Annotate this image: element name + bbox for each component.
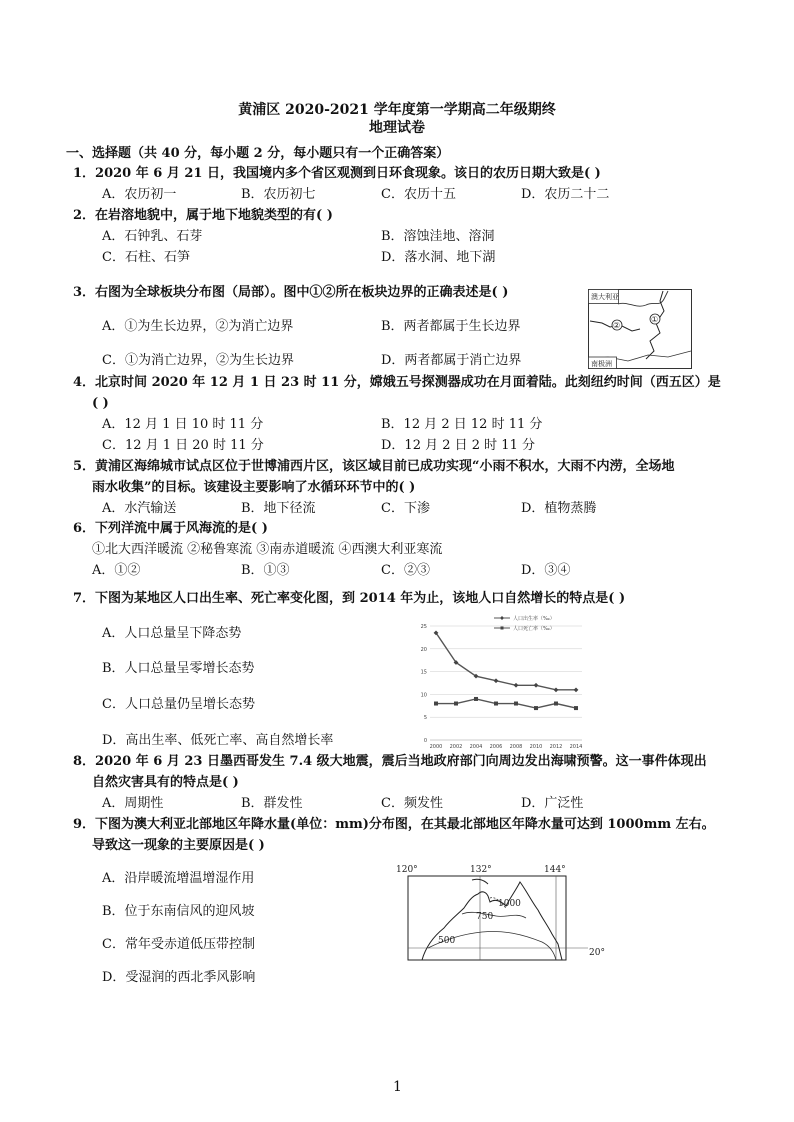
q9-option-d: D．受湿润的西北季风影响 [102,970,256,985]
q9-stem: 9．下图为澳大利亚北部地区年降水量(单位：mm)分布图，在其最北部地区年降水量可达到 1000mm 左右。 [73,817,715,832]
q4-option-c: C．12 月 1 日 20 时 11 分 [102,438,264,453]
death-rate-point [534,706,538,710]
x-tick-label: 2006 [489,744,503,750]
y-tick-label: 15 [420,669,427,676]
q5-stem: 5．黄浦区海绵城市试点区位于世博浦西片区，该区域目前已成功实现“小雨不积水，大雨不内涝，全场地 [73,459,675,474]
q6-items: ①北大西洋暖流 ②秘鲁寒流 ③南赤道暖流 ④西澳大利亚寒流 [92,542,443,557]
lat-20-label: 20° [589,948,605,958]
lon-120-label: 120° [396,865,418,875]
q4-option-a: A．12 月 1 日 10 时 11 分 [102,417,264,432]
legend-marker [501,627,504,630]
x-tick-label: 2008 [509,744,523,750]
birth-rate-point [554,687,559,692]
x-tick-label: 2010 [529,744,543,750]
legend-label: 人口死亡率（‰） [513,626,555,632]
q5-option-a: A．水汽输送 [102,501,177,516]
q7-option-d: D．高出生率、低死亡率、高自然增长率 [102,733,334,748]
exam-subtitle: 地理试卷 [369,120,425,136]
q8-option-d: D．广泛性 [521,796,584,811]
y-tick-label: 20 [420,646,427,653]
q2-option-a: A．石钟乳、石芽 [102,229,203,244]
x-tick-label: 2012 [549,744,563,750]
birth-rate-point [514,683,519,688]
q9-stem-cont: 导致这一现象的主要原因是( ) [92,838,265,853]
death-rate-point [434,702,438,706]
q6-option-b: B．①③ [241,563,290,578]
page-number: 1 [393,1079,402,1095]
legend-marker [500,616,504,620]
q8-stem-cont: 自然灾害具有的特点是( ) [92,775,239,790]
q5-stem-cont: 雨水收集”的目标。该建设主要影响了水循环环节中的( ) [92,480,416,495]
x-tick-label: 2004 [469,744,483,750]
q3-option-a: A．①为生长边界，②为消亡边界 [102,319,294,334]
q7-option-a: A．人口总量呈下降态势 [102,626,242,641]
death-rate-point [474,697,478,701]
plate-boundary-map [588,289,692,369]
population-rate-chart [410,612,590,750]
chart-x-ticks [430,744,583,750]
q1-stem: 1．2020 年 6 月 21 日，我国境内多个省区观测到日环食现象。该日的农历日期大致是( ) [73,166,601,181]
q7-stem: 7．下图为某地区人口出生率、死亡率变化图，到 2014 年为止，该地人口自然增长的特点是( ) [73,591,626,606]
q4-option-b: B．12 月 2 日 12 时 11 分 [381,417,543,432]
isohyet-750-label: 750 [476,912,494,922]
chart-series [434,630,579,710]
lon-144-label: 144° [544,865,566,875]
q5-option-c: C．下渗 [381,501,430,516]
q3-option-b: B．两者都属于生长边界 [381,319,521,334]
q8-stem: 8．2020 年 6 月 23 日墨西哥发生 7.4 级大地震，震后当地政府部门向周边发出海啸预警。这一事件体现出 [73,754,707,769]
birth-rate-point [494,678,499,683]
legend-label: 人口出生率（‰） [513,616,555,622]
q5-option-d: D．植物蒸腾 [521,501,597,516]
chart-y-ticks [421,624,427,744]
q2-option-b: B．溶蚀洼地、溶洞 [381,229,495,244]
antarctica-label: 南极洲 [591,360,612,368]
q9-option-a: A．沿岸暖流增温增湿作用 [102,871,255,886]
q3-stem: 3．右图为全球板块分布图（局部）。图中①②所在板块边界的正确表述是( ) [73,285,509,300]
q6-stem: 6．下列洋流中属于风海流的是( ) [73,521,268,536]
lon-132-label: 132° [470,865,492,875]
exam-title: 黄浦区 2020-2021 学年度第一学期高二年级期终 [238,102,556,118]
q1-option-b: B．农历初七 [241,187,316,202]
q4-stem: 4．北京时间 2020 年 12 月 1 日 23 时 11 分，嫦娥五号探测器成功在月面着陆。此刻纽约时间（西五区）是 [73,375,721,390]
q1-option-d: D．农历二十二 [521,187,610,202]
y-tick-label: 0 [423,738,427,744]
q3-option-c: C．①为消亡边界，②为生长边界 [102,353,294,368]
q9-option-b: B．位于东南信风的迎风坡 [102,904,255,919]
death-rate-point [494,702,498,706]
q1-option-a: A．农历初一 [102,187,177,202]
q9-option-c: C．常年受赤道低压带控制 [102,937,255,952]
q4-option-d: D．12 月 2 日 2 时 11 分 [381,438,535,453]
isohyet-500-label: 500 [438,936,456,946]
death-rate-point [514,702,518,706]
chart-legend [494,615,555,632]
q2-option-d: D．落水洞、地下湖 [381,250,496,265]
x-tick-label: 2000 [429,744,443,750]
death-rate-point [554,702,558,706]
australia-label: 澳大利亚 [591,293,619,301]
death-rate-point [574,706,578,710]
birth-rate-point [534,683,539,688]
q8-option-a: A．周期性 [102,796,164,811]
q6-option-a: A．①② [92,563,141,578]
y-tick-label: 10 [420,692,427,699]
isohyet-1000-label: 1000 [498,899,521,909]
y-tick-label: 5 [423,715,427,722]
marker-1: ① [651,315,659,324]
x-tick-label: 2014 [569,744,583,750]
death-rate-point [454,702,458,706]
section-heading: 一、选择题（共 40 分，每小题 2 分，每小题只有一个正确答案） [66,146,450,161]
q2-stem: 2．在岩溶地貌中，属于地下地貌类型的有( ) [73,208,333,223]
marker-2: ② [613,321,621,330]
q6-option-d: D．③④ [521,563,571,578]
q4-stem-cont: ( ) [92,396,109,411]
q8-option-c: C．频发性 [381,796,443,811]
q6-option-c: C．②③ [381,563,430,578]
isohyet-750 [462,912,526,918]
q1-option-c: C．农历十五 [381,187,456,202]
q8-option-b: B．群发性 [241,796,303,811]
birth-rate-point [574,687,579,692]
australia-rainfall-map [392,862,614,972]
q3-option-d: D．两者都属于消亡边界 [381,353,522,368]
q7-option-c: C．人口总量仍呈增长态势 [102,697,255,712]
q7-option-b: B．人口总量呈零增长态势 [102,661,255,676]
q2-option-c: C．石柱、石笋 [102,250,190,265]
x-tick-label: 2002 [449,744,463,750]
q5-option-b: B．地下径流 [241,501,316,516]
y-tick-label: 25 [420,624,427,630]
